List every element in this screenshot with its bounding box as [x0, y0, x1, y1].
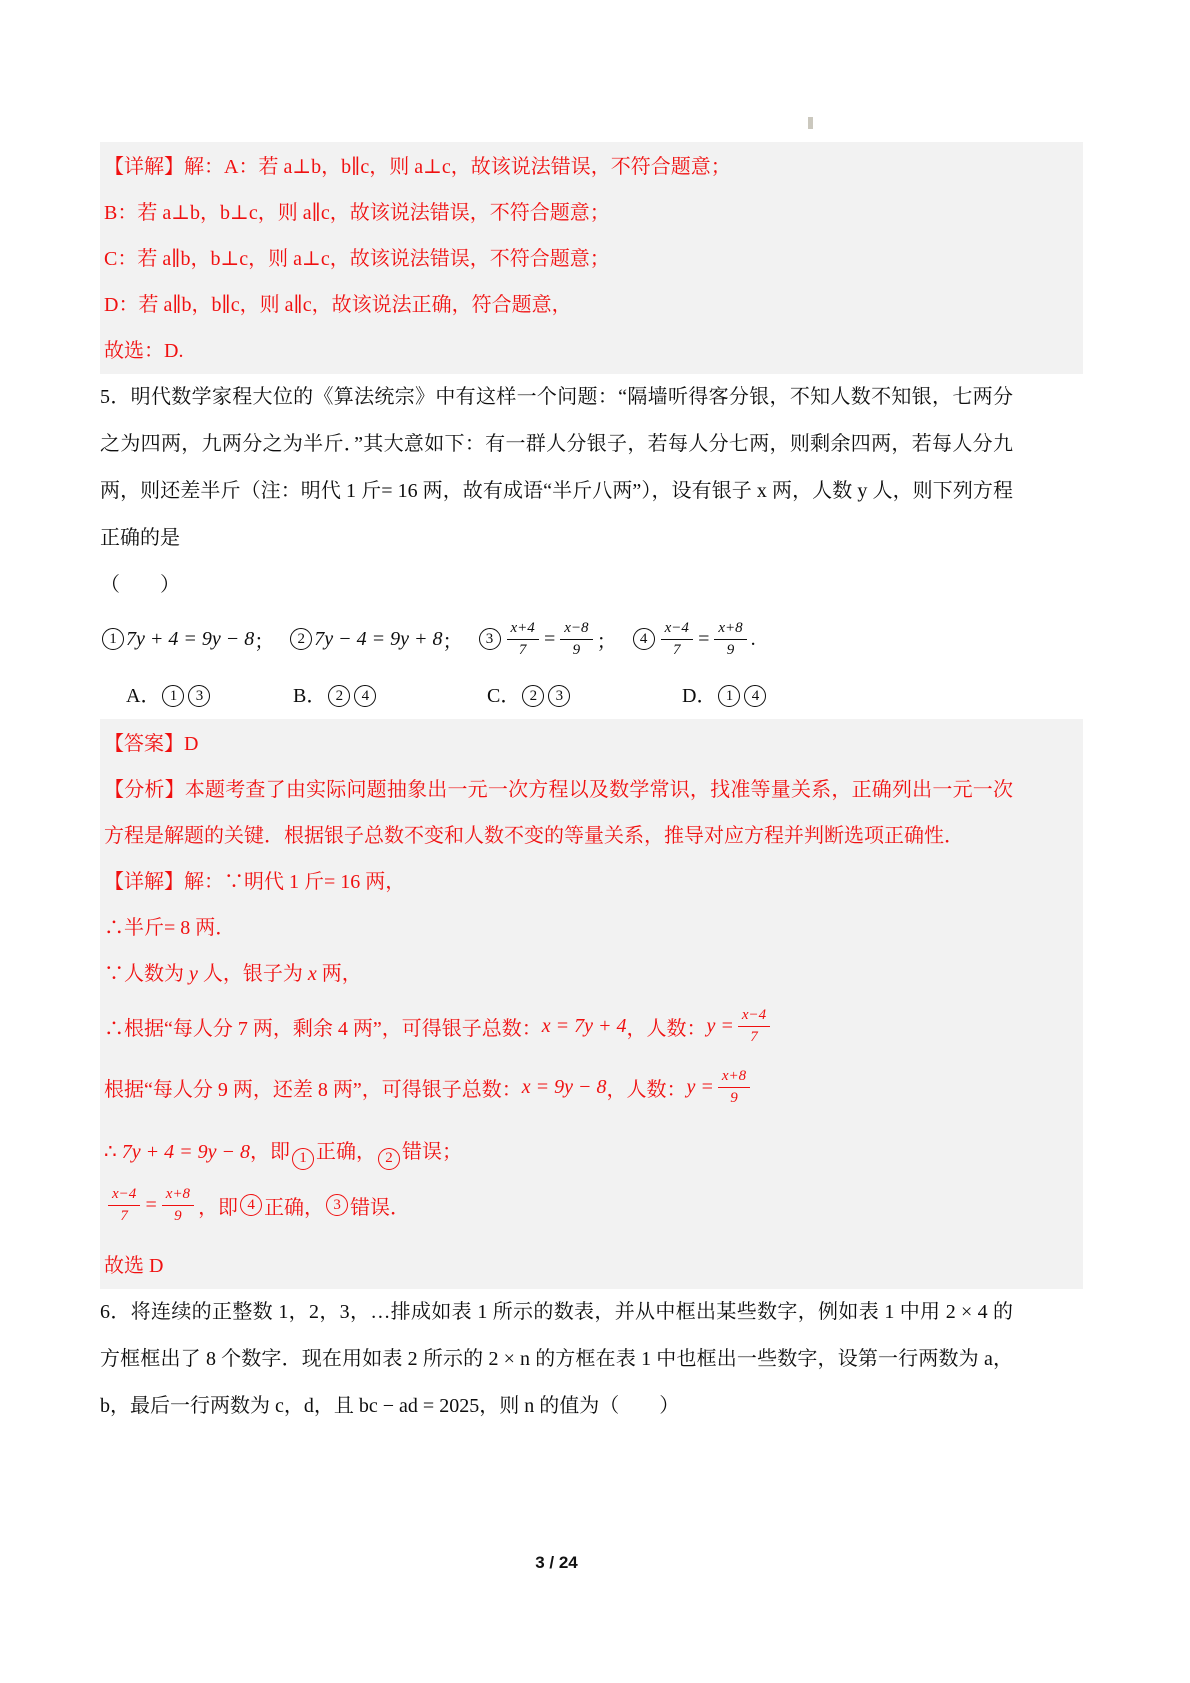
text-segment: ∵人数为: [104, 963, 189, 985]
equation-4: [631, 621, 756, 658]
equation-3: [477, 621, 617, 658]
option-b-label: B．: [293, 685, 327, 707]
fraction-numerator: x−4: [738, 1008, 770, 1027]
text-segment: 根据“每人分 9 两，还差 8 两”，可得银子总数：: [104, 1078, 522, 1101]
math-variable: x: [307, 963, 317, 985]
fraction: [162, 1187, 194, 1224]
math-expression: x = 7y + 4: [541, 1014, 627, 1037]
question-5: [100, 374, 1083, 719]
circled-number: 2: [522, 685, 544, 707]
circled-number: 1: [162, 685, 184, 707]
circled-number: 1: [718, 685, 740, 707]
text-segment: 人，银子为: [197, 963, 308, 985]
answer-blank-brackets: （ ）: [100, 574, 180, 596]
equals-sign: =: [542, 627, 557, 650]
math-expression: x = 9y − 8: [521, 1075, 607, 1098]
text-segment: 错误；: [401, 1141, 462, 1163]
solution-line-1: 【详解】解：∵明代 1 斤= 16 两，: [104, 871, 406, 893]
fraction-denominator: 9: [726, 641, 735, 658]
solution-line-7: [104, 1175, 1013, 1235]
fraction-numerator: x−4: [108, 1187, 140, 1206]
detail-q4-line-d: D：若 a∥b，b∥c，则 a∥c，故该说法正确，符合题意，: [104, 294, 572, 316]
circled-number: 3: [548, 685, 570, 707]
math-expression: y =: [706, 1014, 734, 1037]
fraction-denominator: 7: [120, 1207, 128, 1224]
fraction-denominator: 7: [750, 1028, 758, 1045]
circled-number: 3: [188, 685, 210, 707]
solution-line-4: [104, 997, 1013, 1055]
fraction-numerator: x+4: [507, 621, 539, 640]
equals-sign: =: [696, 627, 711, 650]
fraction: [507, 621, 539, 658]
circled-number-2: 2: [290, 628, 312, 650]
therefore-symbol: ∴: [104, 1141, 122, 1163]
text-segment: ∴根据“每人分 7 两，剩余 4 两”，可得银子总数：: [104, 1017, 542, 1040]
detail-q4-conclusion: 故选：D.: [104, 340, 184, 362]
equation-4-separator: .: [750, 627, 756, 650]
math-expression: y =: [686, 1075, 714, 1098]
fraction-denominator: 9: [730, 1089, 738, 1106]
fraction-numerator: x+8: [718, 1069, 750, 1088]
solution-line-6: [104, 1129, 1013, 1175]
fraction: [718, 1069, 750, 1106]
options-row: [100, 673, 1083, 719]
option-c-label: C．: [487, 685, 521, 707]
text-segment: ，即: [249, 1141, 290, 1163]
circled-number: 1: [292, 1148, 314, 1170]
option-c: [487, 673, 682, 719]
equation-1-body: 7y + 4 = 9y − 8: [126, 627, 255, 650]
question-5-text: 5．明代数学家程大位的《算法统宗》中有这样一个问题：“隔墙听得客分银，不知人数不知银，七两分之为四两，九两分之为半斤．”其大意如下：有一群人分银子，若每人分七两，则剩余四两，若每人分九两，则还差半斤（注：明代 1 斤= 16 两，故有成语“半斤八两”），设有银子 x 两，人数 y 人，则下列方程正确的是: [100, 386, 1013, 549]
fraction-denominator: 9: [572, 641, 581, 658]
math-expression: 7y + 4 = 9y − 8: [121, 1141, 250, 1163]
fraction-numerator: x−4: [661, 621, 693, 640]
option-d: [682, 673, 768, 719]
page-content: [100, 0, 1083, 1430]
equation-list: [100, 609, 1083, 669]
circled-number: 4: [744, 685, 766, 707]
conclusion-line: 故选 D: [104, 1255, 164, 1277]
fraction: [108, 1187, 140, 1224]
detail-q4-line-b: B：若 a⊥b，b⊥c，则 a∥c，故该说法错误，不符合题意；: [104, 202, 610, 224]
fraction-numerator: x−8: [560, 621, 592, 640]
fraction-denominator: 7: [672, 641, 681, 658]
detail-block-q4: [100, 142, 1083, 374]
circled-number-4: 4: [633, 628, 655, 650]
fraction-numerator: x+8: [162, 1187, 194, 1206]
text-segment: 两，: [316, 963, 362, 985]
option-b: [293, 673, 487, 719]
fraction: [661, 621, 693, 658]
circled-number: 2: [378, 1148, 400, 1170]
fraction: [560, 621, 592, 658]
solution-line-2: ∴半斤= 8 两．: [104, 917, 236, 939]
text-segment: 正确，: [264, 1196, 325, 1219]
question-6-text: 6．将连续的正整数 1，2，3，…排成如表 1 所示的数表，并从中框出某些数字，例如表 1 中用 2 × 4 的方框框出了 8 个数字．现在用如表 2 所示的 2 × n 的方框在表 1 中也框出一些数字，设第一行两数为 a，b，最后一行两数为 c，d，且 bc − ad = 2025，则 n 的值为（ ）: [100, 1301, 1013, 1417]
page-footer: 3 / 24: [535, 1553, 578, 1572]
circled-number: 4: [354, 685, 376, 707]
equation-1: [100, 625, 274, 654]
fraction: [738, 1008, 770, 1045]
fraction-numerator: x+8: [714, 621, 746, 640]
equation-1-separator: ；: [254, 630, 275, 653]
option-a-label: A．: [126, 685, 161, 707]
option-a: [126, 673, 293, 719]
answer-line: 【答案】D: [104, 733, 199, 755]
text-segment: ，即: [198, 1196, 239, 1219]
text-segment: 错误．: [350, 1196, 411, 1219]
detail-q4-line-a: 【详解】解：A：若 a⊥b，b∥c，则 a⊥c，故该说法错误，不符合题意；: [104, 156, 731, 178]
text-segment: 正确，: [315, 1141, 376, 1163]
equation-2-body: 7y − 4 = 9y + 8: [314, 627, 443, 650]
circled-number: 3: [326, 1194, 348, 1216]
fraction-denominator: 7: [518, 641, 527, 658]
fraction-denominator: 9: [174, 1207, 182, 1224]
circled-number-3: 3: [479, 628, 501, 650]
text-segment: ，人数：: [626, 1017, 707, 1040]
equation-2-separator: ；: [442, 630, 463, 653]
fraction: [714, 621, 746, 658]
solution-line-5: [104, 1055, 1013, 1119]
text-segment: ，人数：: [606, 1078, 687, 1101]
math-variable: y: [189, 963, 198, 985]
analysis-paragraph: 【分析】本题考查了由实际问题抽象出一元一次方程以及数学常识，找准等量关系，正确列出一元一次方程是解题的关键．根据银子总数不变和人数不变的等量关系，推导对应方程并判断选项正确性．: [104, 779, 1013, 847]
detail-q4-line-c: C：若 a∥b，b⊥c，则 a⊥c，故该说法错误，不符合题意；: [104, 248, 610, 270]
equation-3-separator: ；: [596, 630, 617, 653]
equals-sign: =: [144, 1193, 158, 1216]
circled-number: 2: [328, 685, 350, 707]
circled-number-1: 1: [102, 628, 124, 650]
answer-block-q5: [100, 719, 1083, 1289]
circled-number: 4: [240, 1194, 262, 1216]
solution-line-3: [104, 951, 1013, 997]
option-d-label: D．: [682, 685, 717, 707]
equation-2: [288, 625, 462, 654]
